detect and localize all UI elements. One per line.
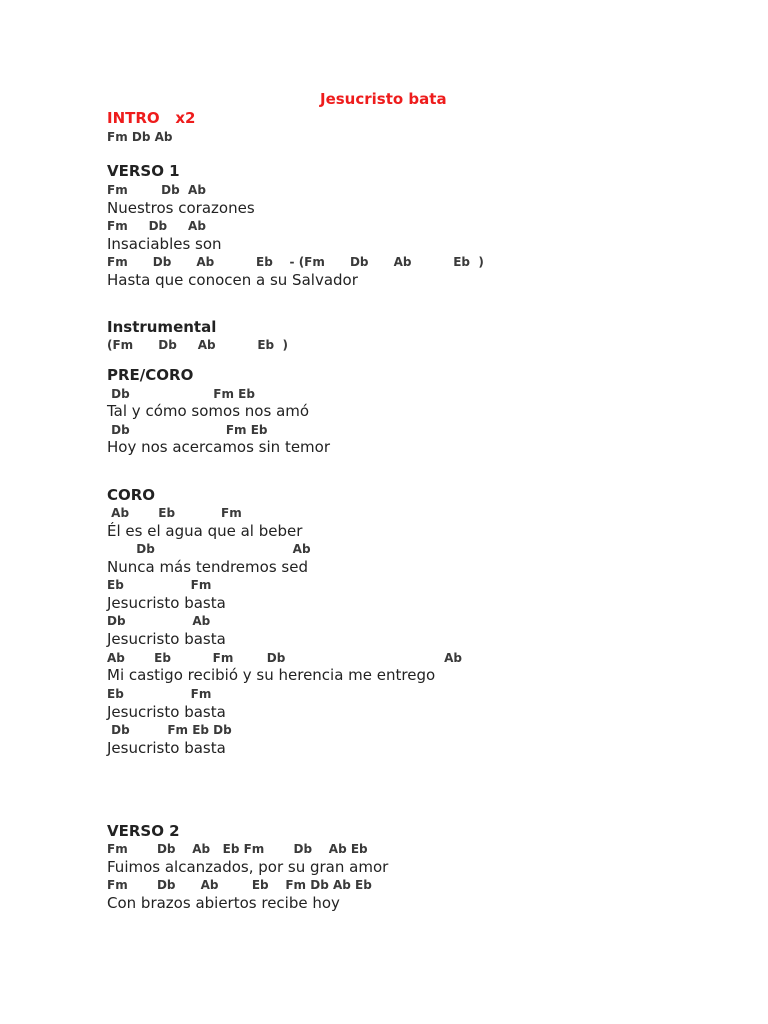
lyric-line: Hasta que conocen a su Salvador	[107, 271, 358, 289]
chord-line: Db Fm Eb	[107, 423, 268, 437]
chord-line: Db Fm Eb	[107, 387, 255, 401]
chord-line: Fm Db Ab Eb Fm Db Ab Eb	[107, 878, 372, 892]
chord-line: Eb Fm	[107, 578, 212, 592]
instrumental-chords: (Fm Db Ab Eb )	[107, 338, 288, 352]
chord-line: Db Fm Eb Db	[107, 723, 232, 737]
lyric-line: Él es el agua que al beber	[107, 522, 303, 540]
chord-line: Fm Db Ab Eb Fm Db Ab Eb	[107, 842, 368, 856]
lyric-line: Nuestros corazones	[107, 199, 255, 217]
verso2-heading: VERSO 2	[107, 822, 180, 840]
lyric-line: Fuimos alcanzados, por su gran amor	[107, 858, 389, 876]
intro-heading: INTRO x2	[107, 109, 196, 127]
lyric-line: Hoy nos acercamos sin temor	[107, 438, 331, 456]
precoro-heading: PRE/CORO	[107, 366, 194, 384]
lyric-line: Jesucristo basta	[107, 739, 226, 757]
chord-line: Fm Db Ab Eb - (Fm Db Ab Eb )	[107, 255, 484, 269]
chord-line: Fm Db Ab	[107, 219, 206, 233]
chord-line: Db Ab	[107, 542, 311, 556]
intro-chords: Fm Db Ab	[107, 130, 173, 144]
chord-line: Fm Db Ab	[107, 183, 206, 197]
lyric-line: Mi castigo recibió y su herencia me entrego	[107, 666, 436, 684]
chord-line: Ab Eb Fm Db Ab	[107, 651, 462, 665]
lyric-line: Jesucristo basta	[107, 594, 226, 612]
song-title: Jesucristo bata	[320, 90, 447, 108]
coro-heading: CORO	[107, 486, 156, 504]
lyric-line: Insaciables son	[107, 235, 222, 253]
instrumental-heading: Instrumental	[107, 318, 217, 336]
lyric-line: Jesucristo basta	[107, 703, 226, 721]
chord-line: Db Ab	[107, 614, 211, 628]
lyric-line: Jesucristo basta	[107, 630, 226, 648]
chord-line: Ab Eb Fm	[107, 506, 242, 520]
verso1-heading: VERSO 1	[107, 162, 180, 180]
lyric-line: Tal y cómo somos nos amó	[107, 402, 310, 420]
lyric-line: Nunca más tendremos sed	[107, 558, 308, 576]
chord-line: Eb Fm	[107, 687, 212, 701]
lyric-line: Con brazos abiertos recibe hoy	[107, 894, 340, 912]
